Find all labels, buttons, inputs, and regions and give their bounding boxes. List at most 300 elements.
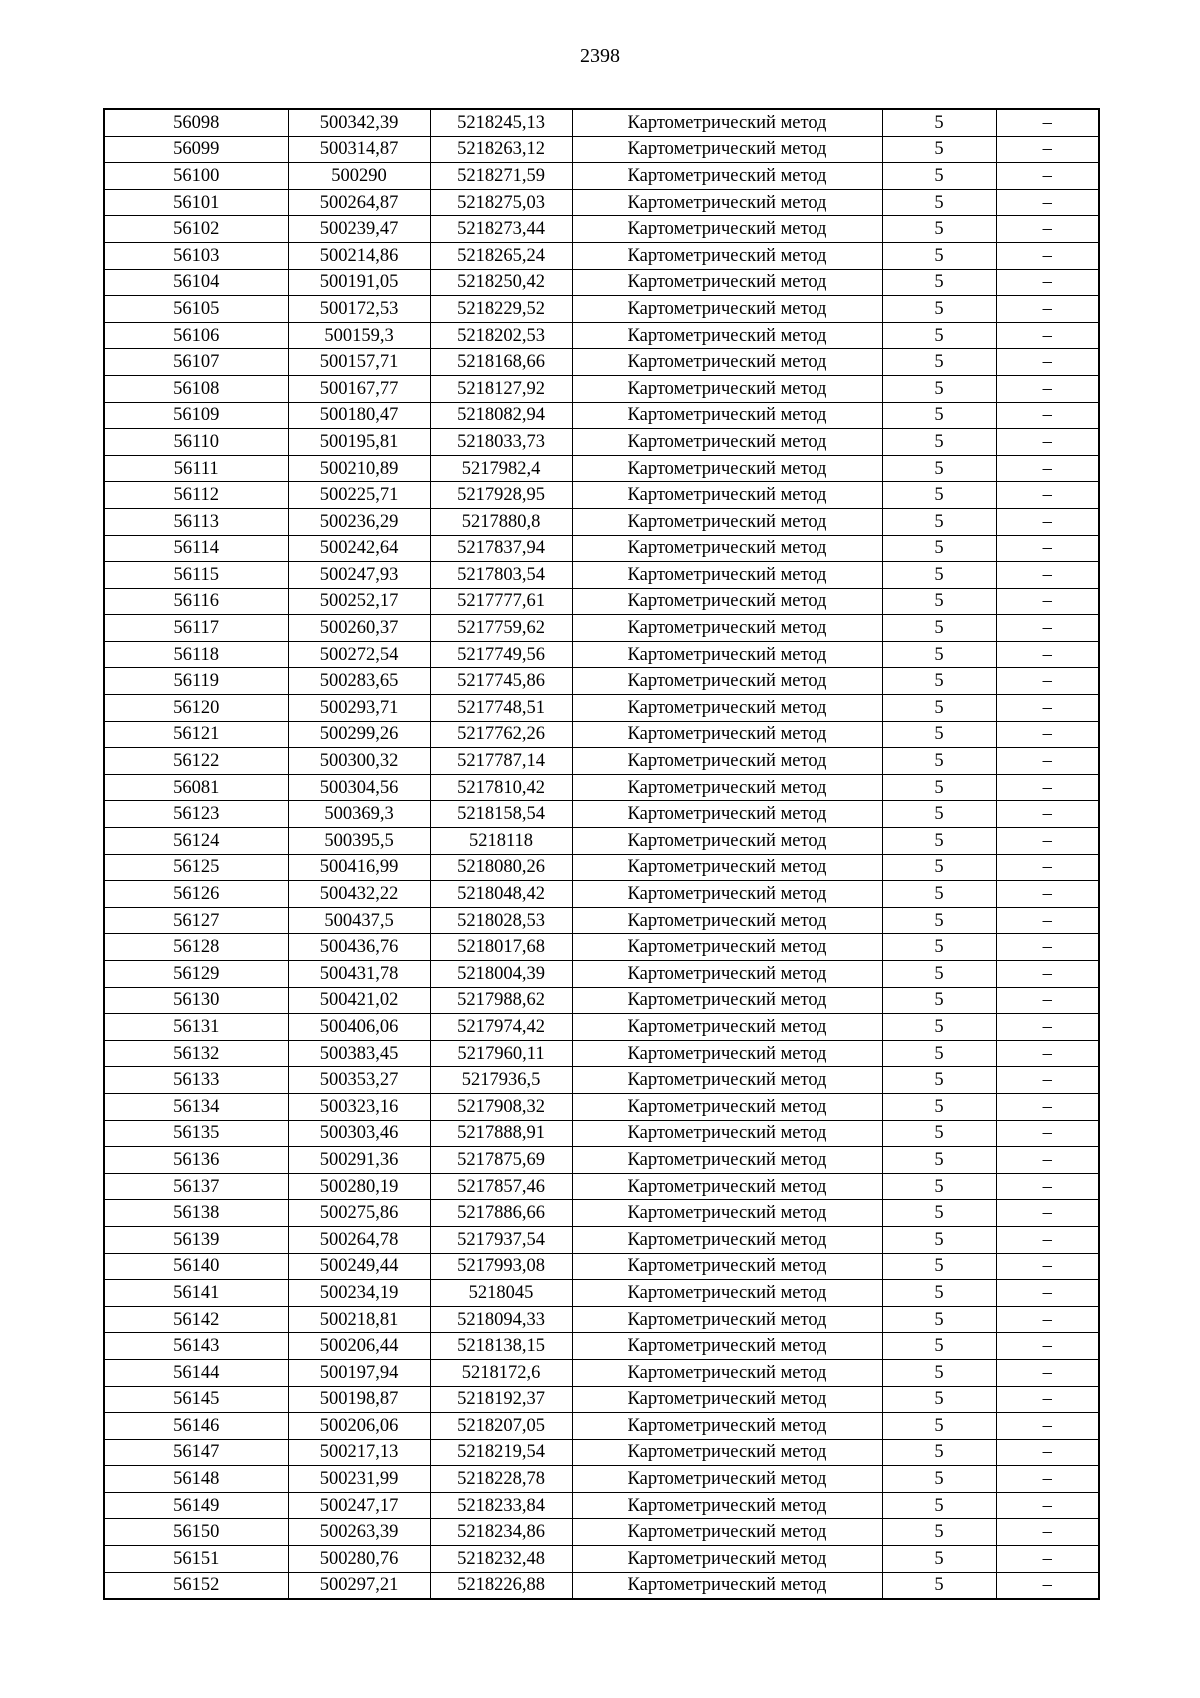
x-coordinate-cell: 500247,17 <box>288 1492 430 1519</box>
table-row <box>104 1093 1099 1120</box>
note-cell: – <box>996 1466 1099 1493</box>
x-coordinate-cell: 500210,89 <box>288 455 430 482</box>
method-cell: Картометрический метод <box>572 774 882 801</box>
note-cell: – <box>996 1014 1099 1041</box>
x-coordinate-cell: 500217,13 <box>288 1439 430 1466</box>
point-number-cell: 56120 <box>104 695 288 722</box>
method-cell: Картометрический метод <box>572 1253 882 1280</box>
x-coordinate-cell: 500198,87 <box>288 1386 430 1413</box>
point-number-cell: 56108 <box>104 375 288 402</box>
point-number-cell: 56099 <box>104 136 288 163</box>
method-cell: Картометрический метод <box>572 269 882 296</box>
table-row <box>104 163 1099 190</box>
table-row <box>104 1546 1099 1573</box>
accuracy-cell: 5 <box>882 1546 996 1573</box>
accuracy-cell: 5 <box>882 828 996 855</box>
method-cell: Картометрический метод <box>572 1546 882 1573</box>
accuracy-cell: 5 <box>882 907 996 934</box>
point-number-cell: 56145 <box>104 1386 288 1413</box>
point-number-cell: 56102 <box>104 216 288 243</box>
point-number-cell: 56148 <box>104 1466 288 1493</box>
y-coordinate-cell: 5217988,62 <box>430 987 572 1014</box>
y-coordinate-cell: 5218273,44 <box>430 216 572 243</box>
accuracy-cell: 5 <box>882 1200 996 1227</box>
y-coordinate-cell: 5217936,5 <box>430 1067 572 1094</box>
point-number-cell: 56137 <box>104 1173 288 1200</box>
x-coordinate-cell: 500383,45 <box>288 1040 430 1067</box>
x-coordinate-cell: 500247,93 <box>288 562 430 589</box>
x-coordinate-cell: 500437,5 <box>288 907 430 934</box>
table-row <box>104 1280 1099 1307</box>
accuracy-cell: 5 <box>882 1067 996 1094</box>
y-coordinate-cell: 5218250,42 <box>430 269 572 296</box>
method-cell: Картометрический метод <box>572 429 882 456</box>
note-cell: – <box>996 242 1099 269</box>
table-row <box>104 189 1099 216</box>
note-cell: – <box>996 429 1099 456</box>
note-cell: – <box>996 216 1099 243</box>
point-number-cell: 56101 <box>104 189 288 216</box>
point-number-cell: 56144 <box>104 1359 288 1386</box>
method-cell: Картометрический метод <box>572 1120 882 1147</box>
x-coordinate-cell: 500300,32 <box>288 748 430 775</box>
note-cell: – <box>996 1147 1099 1174</box>
y-coordinate-cell: 5217928,95 <box>430 482 572 509</box>
table-row <box>104 695 1099 722</box>
x-coordinate-cell: 500167,77 <box>288 375 430 402</box>
method-cell: Картометрический метод <box>572 987 882 1014</box>
method-cell: Картометрический метод <box>572 508 882 535</box>
table-row <box>104 854 1099 881</box>
x-coordinate-cell: 500206,44 <box>288 1333 430 1360</box>
point-number-cell: 56121 <box>104 721 288 748</box>
y-coordinate-cell: 5218094,33 <box>430 1306 572 1333</box>
x-coordinate-cell: 500304,56 <box>288 774 430 801</box>
x-coordinate-cell: 500264,87 <box>288 189 430 216</box>
note-cell: – <box>996 482 1099 509</box>
note-cell: – <box>996 375 1099 402</box>
note-cell: – <box>996 1280 1099 1307</box>
method-cell: Картометрический метод <box>572 1014 882 1041</box>
point-number-cell: 56109 <box>104 402 288 429</box>
note-cell: – <box>996 1120 1099 1147</box>
point-number-cell: 56142 <box>104 1306 288 1333</box>
note-cell: – <box>996 1093 1099 1120</box>
y-coordinate-cell: 5218229,52 <box>430 296 572 323</box>
method-cell: Картометрический метод <box>572 535 882 562</box>
accuracy-cell: 5 <box>882 242 996 269</box>
table-row <box>104 1173 1099 1200</box>
method-cell: Картометрический метод <box>572 216 882 243</box>
point-number-cell: 56127 <box>104 907 288 934</box>
y-coordinate-cell: 5217937,54 <box>430 1226 572 1253</box>
note-cell: – <box>996 961 1099 988</box>
accuracy-cell: 5 <box>882 109 996 136</box>
note-cell: – <box>996 1519 1099 1546</box>
table-row <box>104 1519 1099 1546</box>
note-cell: – <box>996 1572 1099 1599</box>
coordinates-table-container <box>103 108 1098 1600</box>
accuracy-cell: 5 <box>882 1333 996 1360</box>
accuracy-cell: 5 <box>882 163 996 190</box>
table-row <box>104 934 1099 961</box>
method-cell: Картометрический метод <box>572 934 882 961</box>
y-coordinate-cell: 5217762,26 <box>430 721 572 748</box>
note-cell: – <box>996 349 1099 376</box>
y-coordinate-cell: 5218080,26 <box>430 854 572 881</box>
accuracy-cell: 5 <box>882 1386 996 1413</box>
point-number-cell: 56105 <box>104 296 288 323</box>
table-row <box>104 109 1099 136</box>
method-cell: Картометрический метод <box>572 375 882 402</box>
note-cell: – <box>996 1546 1099 1573</box>
y-coordinate-cell: 5217857,46 <box>430 1173 572 1200</box>
table-row <box>104 1333 1099 1360</box>
y-coordinate-cell: 5218192,37 <box>430 1386 572 1413</box>
y-coordinate-cell: 5218219,54 <box>430 1439 572 1466</box>
y-coordinate-cell: 5218228,78 <box>430 1466 572 1493</box>
method-cell: Картометрический метод <box>572 163 882 190</box>
point-number-cell: 56138 <box>104 1200 288 1227</box>
method-cell: Картометрический метод <box>572 402 882 429</box>
note-cell: – <box>996 668 1099 695</box>
x-coordinate-cell: 500395,5 <box>288 828 430 855</box>
point-number-cell: 56115 <box>104 562 288 589</box>
point-number-cell: 56122 <box>104 748 288 775</box>
table-row <box>104 535 1099 562</box>
method-cell: Картометрический метод <box>572 136 882 163</box>
x-coordinate-cell: 500323,16 <box>288 1093 430 1120</box>
note-cell: – <box>996 774 1099 801</box>
table-row <box>104 801 1099 828</box>
table-row <box>104 216 1099 243</box>
note-cell: – <box>996 1492 1099 1519</box>
y-coordinate-cell: 5217886,66 <box>430 1200 572 1227</box>
accuracy-cell: 5 <box>882 695 996 722</box>
table-row <box>104 1572 1099 1599</box>
table-row <box>104 322 1099 349</box>
table-row <box>104 828 1099 855</box>
method-cell: Картометрический метод <box>572 1226 882 1253</box>
method-cell: Картометрический метод <box>572 1067 882 1094</box>
accuracy-cell: 5 <box>882 1306 996 1333</box>
x-coordinate-cell: 500242,64 <box>288 535 430 562</box>
accuracy-cell: 5 <box>882 615 996 642</box>
point-number-cell: 56116 <box>104 588 288 615</box>
y-coordinate-cell: 5217749,56 <box>430 641 572 668</box>
point-number-cell: 56124 <box>104 828 288 855</box>
accuracy-cell: 5 <box>882 1147 996 1174</box>
method-cell: Картометрический метод <box>572 296 882 323</box>
method-cell: Картометрический метод <box>572 1439 882 1466</box>
x-coordinate-cell: 500421,02 <box>288 987 430 1014</box>
note-cell: – <box>996 508 1099 535</box>
accuracy-cell: 5 <box>882 854 996 881</box>
x-coordinate-cell: 500436,76 <box>288 934 430 961</box>
table-row <box>104 1439 1099 1466</box>
x-coordinate-cell: 500369,3 <box>288 801 430 828</box>
table-row <box>104 482 1099 509</box>
accuracy-cell: 5 <box>882 721 996 748</box>
y-coordinate-cell: 5218127,92 <box>430 375 572 402</box>
table-row <box>104 402 1099 429</box>
coordinates-table-body <box>104 109 1099 1599</box>
point-number-cell: 56123 <box>104 801 288 828</box>
point-number-cell: 56103 <box>104 242 288 269</box>
table-row <box>104 1253 1099 1280</box>
point-number-cell: 56151 <box>104 1546 288 1573</box>
note-cell: – <box>996 907 1099 934</box>
y-coordinate-cell: 5218118 <box>430 828 572 855</box>
method-cell: Картометрический метод <box>572 1413 882 1440</box>
x-coordinate-cell: 500432,22 <box>288 881 430 908</box>
method-cell: Картометрический метод <box>572 695 882 722</box>
y-coordinate-cell: 5218028,53 <box>430 907 572 934</box>
note-cell: – <box>996 562 1099 589</box>
note-cell: – <box>996 189 1099 216</box>
y-coordinate-cell: 5217908,32 <box>430 1093 572 1120</box>
method-cell: Картометрический метод <box>572 748 882 775</box>
page-number: 2398 <box>580 45 620 67</box>
note-cell: – <box>996 748 1099 775</box>
point-number-cell: 56143 <box>104 1333 288 1360</box>
x-coordinate-cell: 500416,99 <box>288 854 430 881</box>
method-cell: Картометрический метод <box>572 1306 882 1333</box>
point-number-cell: 56114 <box>104 535 288 562</box>
accuracy-cell: 5 <box>882 1492 996 1519</box>
accuracy-cell: 5 <box>882 1093 996 1120</box>
x-coordinate-cell: 500353,27 <box>288 1067 430 1094</box>
accuracy-cell: 5 <box>882 1413 996 1440</box>
accuracy-cell: 5 <box>882 535 996 562</box>
point-number-cell: 56125 <box>104 854 288 881</box>
note-cell: – <box>996 455 1099 482</box>
method-cell: Картометрический метод <box>572 668 882 695</box>
table-row <box>104 349 1099 376</box>
method-cell: Картометрический метод <box>572 1040 882 1067</box>
x-coordinate-cell: 500303,46 <box>288 1120 430 1147</box>
x-coordinate-cell: 500283,65 <box>288 668 430 695</box>
accuracy-cell: 5 <box>882 1173 996 1200</box>
y-coordinate-cell: 5217974,42 <box>430 1014 572 1041</box>
point-number-cell: 56152 <box>104 1572 288 1599</box>
accuracy-cell: 5 <box>882 588 996 615</box>
accuracy-cell: 5 <box>882 668 996 695</box>
table-row <box>104 1413 1099 1440</box>
y-coordinate-cell: 5217759,62 <box>430 615 572 642</box>
table-row <box>104 455 1099 482</box>
point-number-cell: 56139 <box>104 1226 288 1253</box>
point-number-cell: 56126 <box>104 881 288 908</box>
table-row <box>104 1386 1099 1413</box>
table-row <box>104 641 1099 668</box>
x-coordinate-cell: 500231,99 <box>288 1466 430 1493</box>
accuracy-cell: 5 <box>882 402 996 429</box>
accuracy-cell: 5 <box>882 1359 996 1386</box>
method-cell: Картометрический метод <box>572 109 882 136</box>
point-number-cell: 56106 <box>104 322 288 349</box>
point-number-cell: 56107 <box>104 349 288 376</box>
point-number-cell: 56129 <box>104 961 288 988</box>
table-row <box>104 508 1099 535</box>
y-coordinate-cell: 5217960,11 <box>430 1040 572 1067</box>
accuracy-cell: 5 <box>882 961 996 988</box>
note-cell: – <box>996 1067 1099 1094</box>
note-cell: – <box>996 1413 1099 1440</box>
y-coordinate-cell: 5217875,69 <box>430 1147 572 1174</box>
table-row <box>104 136 1099 163</box>
method-cell: Картометрический метод <box>572 1359 882 1386</box>
table-row <box>104 961 1099 988</box>
x-coordinate-cell: 500157,71 <box>288 349 430 376</box>
method-cell: Картометрический метод <box>572 349 882 376</box>
point-number-cell: 56112 <box>104 482 288 509</box>
table-row <box>104 1200 1099 1227</box>
point-number-cell: 56131 <box>104 1014 288 1041</box>
table-row <box>104 1306 1099 1333</box>
table-row <box>104 907 1099 934</box>
method-cell: Картометрический метод <box>572 1519 882 1546</box>
accuracy-cell: 5 <box>882 801 996 828</box>
note-cell: – <box>996 1200 1099 1227</box>
x-coordinate-cell: 500249,44 <box>288 1253 430 1280</box>
point-number-cell: 56113 <box>104 508 288 535</box>
note-cell: – <box>996 1333 1099 1360</box>
method-cell: Картометрический метод <box>572 961 882 988</box>
y-coordinate-cell: 5218202,53 <box>430 322 572 349</box>
x-coordinate-cell: 500197,94 <box>288 1359 430 1386</box>
method-cell: Картометрический метод <box>572 562 882 589</box>
table-row <box>104 375 1099 402</box>
y-coordinate-cell: 5218271,59 <box>430 163 572 190</box>
table-row <box>104 1147 1099 1174</box>
accuracy-cell: 5 <box>882 375 996 402</box>
x-coordinate-cell: 500263,39 <box>288 1519 430 1546</box>
y-coordinate-cell: 5218265,24 <box>430 242 572 269</box>
accuracy-cell: 5 <box>882 1519 996 1546</box>
y-coordinate-cell: 5218017,68 <box>430 934 572 961</box>
note-cell: – <box>996 296 1099 323</box>
accuracy-cell: 5 <box>882 934 996 961</box>
y-coordinate-cell: 5217745,86 <box>430 668 572 695</box>
y-coordinate-cell: 5218082,94 <box>430 402 572 429</box>
method-cell: Картометрический метод <box>572 1572 882 1599</box>
point-number-cell: 56136 <box>104 1147 288 1174</box>
point-number-cell: 56132 <box>104 1040 288 1067</box>
accuracy-cell: 5 <box>882 455 996 482</box>
table-row <box>104 1040 1099 1067</box>
x-coordinate-cell: 500206,06 <box>288 1413 430 1440</box>
y-coordinate-cell: 5218226,88 <box>430 1572 572 1599</box>
method-cell: Картометрический метод <box>572 1492 882 1519</box>
note-cell: – <box>996 1359 1099 1386</box>
method-cell: Картометрический метод <box>572 189 882 216</box>
y-coordinate-cell: 5217803,54 <box>430 562 572 589</box>
accuracy-cell: 5 <box>882 641 996 668</box>
table-row <box>104 721 1099 748</box>
accuracy-cell: 5 <box>882 349 996 376</box>
method-cell: Картометрический метод <box>572 801 882 828</box>
accuracy-cell: 5 <box>882 508 996 535</box>
method-cell: Картометрический метод <box>572 455 882 482</box>
method-cell: Картометрический метод <box>572 1173 882 1200</box>
method-cell: Картометрический метод <box>572 1200 882 1227</box>
x-coordinate-cell: 500275,86 <box>288 1200 430 1227</box>
x-coordinate-cell: 500172,53 <box>288 296 430 323</box>
x-coordinate-cell: 500252,17 <box>288 588 430 615</box>
note-cell: – <box>996 1173 1099 1200</box>
method-cell: Картометрический метод <box>572 1386 882 1413</box>
point-number-cell: 56098 <box>104 109 288 136</box>
y-coordinate-cell: 5218263,12 <box>430 136 572 163</box>
x-coordinate-cell: 500260,37 <box>288 615 430 642</box>
table-row <box>104 562 1099 589</box>
x-coordinate-cell: 500180,47 <box>288 402 430 429</box>
note-cell: – <box>996 881 1099 908</box>
accuracy-cell: 5 <box>882 1226 996 1253</box>
x-coordinate-cell: 500191,05 <box>288 269 430 296</box>
point-number-cell: 56141 <box>104 1280 288 1307</box>
note-cell: – <box>996 934 1099 961</box>
x-coordinate-cell: 500406,06 <box>288 1014 430 1041</box>
y-coordinate-cell: 5218033,73 <box>430 429 572 456</box>
point-number-cell: 56110 <box>104 429 288 456</box>
table-row <box>104 269 1099 296</box>
accuracy-cell: 5 <box>882 482 996 509</box>
method-cell: Картометрический метод <box>572 482 882 509</box>
point-number-cell: 56133 <box>104 1067 288 1094</box>
x-coordinate-cell: 500314,87 <box>288 136 430 163</box>
point-number-cell: 56117 <box>104 615 288 642</box>
x-coordinate-cell: 500218,81 <box>288 1306 430 1333</box>
x-coordinate-cell: 500431,78 <box>288 961 430 988</box>
method-cell: Картометрический метод <box>572 881 882 908</box>
y-coordinate-cell: 5217777,61 <box>430 588 572 615</box>
note-cell: – <box>996 801 1099 828</box>
point-number-cell: 56134 <box>104 1093 288 1120</box>
y-coordinate-cell: 5218045 <box>430 1280 572 1307</box>
accuracy-cell: 5 <box>882 1572 996 1599</box>
x-coordinate-cell: 500239,47 <box>288 216 430 243</box>
y-coordinate-cell: 5218207,05 <box>430 1413 572 1440</box>
x-coordinate-cell: 500342,39 <box>288 109 430 136</box>
x-coordinate-cell: 500272,54 <box>288 641 430 668</box>
y-coordinate-cell: 5217982,4 <box>430 455 572 482</box>
table-row <box>104 615 1099 642</box>
method-cell: Картометрический метод <box>572 1093 882 1120</box>
x-coordinate-cell: 500297,21 <box>288 1572 430 1599</box>
note-cell: – <box>996 854 1099 881</box>
note-cell: – <box>996 109 1099 136</box>
method-cell: Картометрический метод <box>572 1147 882 1174</box>
x-coordinate-cell: 500195,81 <box>288 429 430 456</box>
y-coordinate-cell: 5218275,03 <box>430 189 572 216</box>
note-cell: – <box>996 588 1099 615</box>
x-coordinate-cell: 500293,71 <box>288 695 430 722</box>
note-cell: – <box>996 1226 1099 1253</box>
note-cell: – <box>996 615 1099 642</box>
note-cell: – <box>996 163 1099 190</box>
x-coordinate-cell: 500214,86 <box>288 242 430 269</box>
x-coordinate-cell: 500234,19 <box>288 1280 430 1307</box>
x-coordinate-cell: 500290 <box>288 163 430 190</box>
y-coordinate-cell: 5218232,48 <box>430 1546 572 1573</box>
note-cell: – <box>996 695 1099 722</box>
table-row <box>104 296 1099 323</box>
point-number-cell: 56118 <box>104 641 288 668</box>
table-row <box>104 1067 1099 1094</box>
method-cell: Картометрический метод <box>572 1333 882 1360</box>
